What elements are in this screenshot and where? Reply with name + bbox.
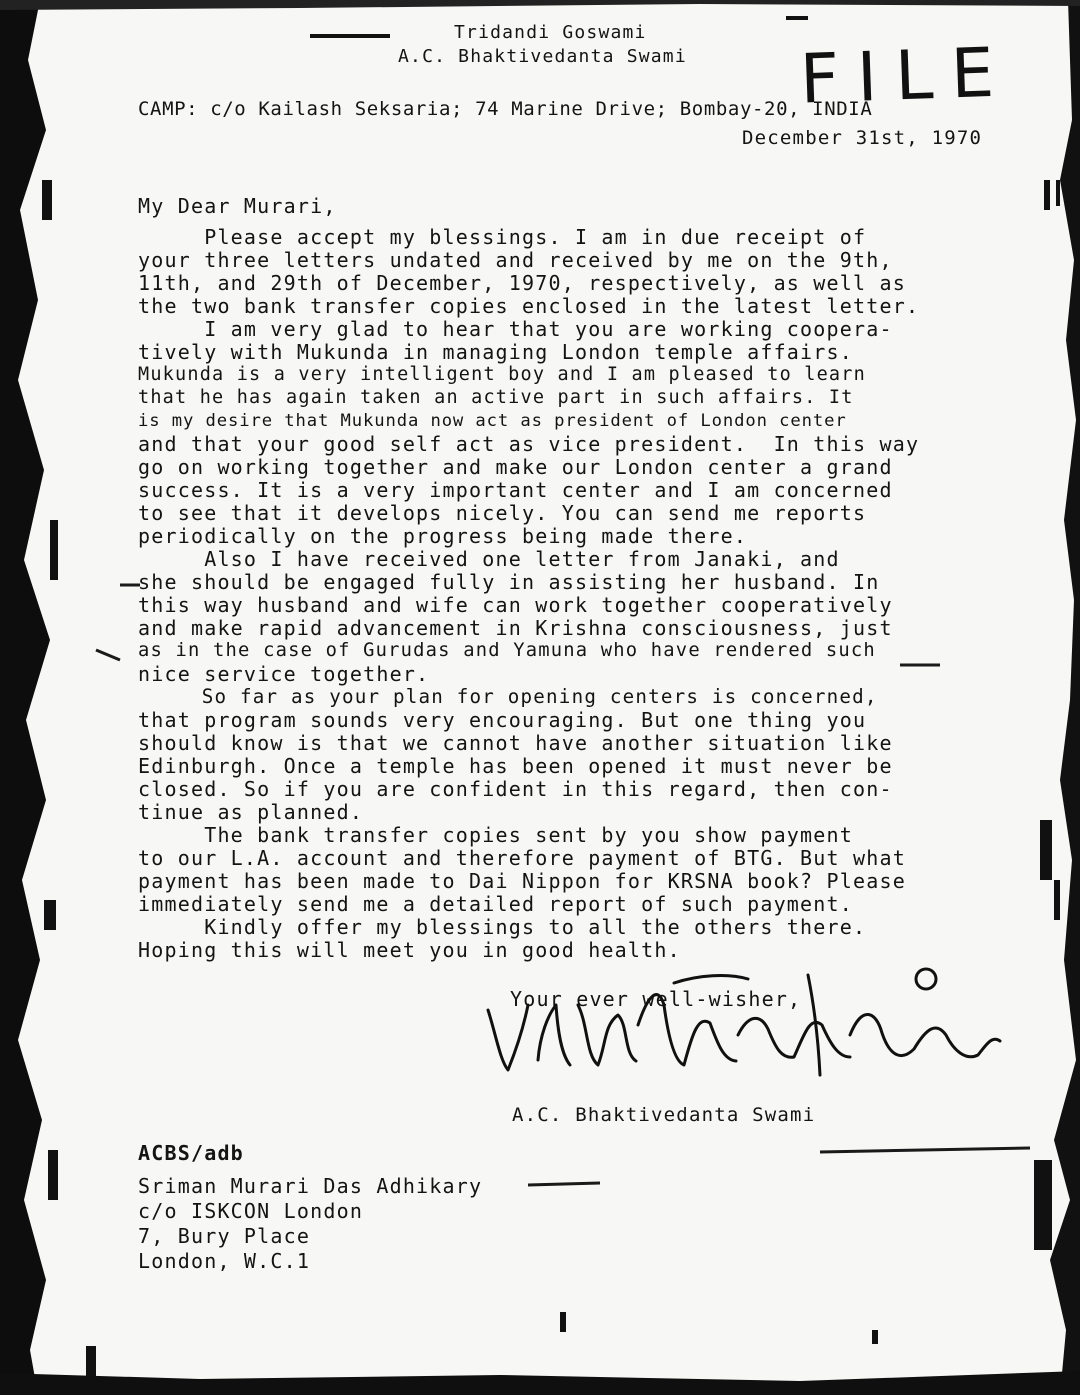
body-line: should know is that we cannot have another situation like (138, 731, 893, 755)
camp-address: CAMP: c/o Kailash Seksaria; 74 Marine Drive; Bombay-20, INDIA (138, 98, 873, 120)
body-line: is my desire that Mukunda now act as president of London center (138, 411, 847, 431)
body-line: Edinburgh. Once a temple has been opened it must never be (138, 754, 893, 778)
header-name: A.C. Bhaktivedanta Swami (398, 46, 687, 67)
body-line: and make rapid advancement in Krishna consciousness, just (138, 616, 893, 640)
body-line: closed. So if you are confident in this regard, then con- (138, 777, 893, 801)
signature-name: A.C. Bhaktivedanta Swami (512, 1104, 816, 1126)
scan-edge-bottom (0, 1355, 1080, 1395)
body-line: go on working together and make our London center a grand (138, 455, 893, 479)
body-line: she should be engaged fully in assisting her husband. In (138, 570, 880, 594)
address-line: c/o ISKCON London (138, 1199, 364, 1223)
letter-date: December 31st, 1970 (742, 127, 983, 149)
body-line: to see that it develops nicely. You can send me reports (138, 501, 867, 525)
body-line: Hoping this will meet you in good health. (138, 938, 681, 962)
body-line: payment has been made to Dai Nippon for KRSNA book? Please (138, 869, 906, 893)
body-line: immediately send me a detailed report of such payment. (138, 892, 854, 916)
body-line: Please accept my blessings. I am in due receipt of (138, 225, 867, 249)
address-line: London, W.C.1 (138, 1249, 311, 1273)
body-line: the two bank transfer copies enclosed in the latest letter. (138, 294, 920, 318)
body-line: that program sounds very encouraging. But one thing you (138, 708, 867, 732)
body-line: I am very glad to hear that you are working coopera- (138, 317, 893, 341)
body-line: nice service together. (138, 662, 430, 686)
closing: Your ever well-wisher, (510, 987, 802, 1011)
salutation: My Dear Murari, (138, 194, 337, 218)
file-stamp: FILE (798, 33, 1014, 120)
body-line: this way husband and wife can work together cooperatively (138, 593, 893, 617)
body-line: periodically on the progress being made there. (138, 524, 748, 548)
address-line: Sriman Murari Das Adhikary (138, 1174, 483, 1198)
body-line: tinue as planned. (138, 800, 364, 824)
reference-code: ACBS/adb (138, 1141, 244, 1165)
body-line: Mukunda is a very intelligent boy and I am pleased to learn (138, 364, 866, 385)
address-line: 7, Bury Place (138, 1224, 311, 1248)
scan-edge-right (1020, 0, 1080, 1395)
body-line: that he has again taken an active part in such affairs. It (138, 387, 854, 408)
header-title: Tridandi Goswami (454, 22, 647, 43)
body-line: Kindly offer my blessings to all the others there. (138, 915, 867, 939)
body-line: as in the case of Gurudas and Yamuna who have rendered such (138, 640, 876, 661)
body-line: success. It is a very important center and I am concerned (138, 478, 893, 502)
body-line: tively with Mukunda in managing London temple affairs. (138, 340, 854, 364)
body-line: 11th, and 29th of December, 1970, respectively, as well as (138, 271, 906, 295)
body-line: and that your good self act as vice president. In this way (138, 432, 920, 456)
handwritten-signature (478, 965, 1008, 1095)
body-line: your three letters undated and received by me on the 9th, (138, 248, 893, 272)
body-line: to our L.A. account and therefore payment of BTG. But what (138, 846, 906, 870)
body-line: The bank transfer copies sent by you show payment (138, 823, 854, 847)
scan-edge-left (0, 0, 70, 1395)
body-line: So far as your plan for opening centers is concerned, (138, 685, 878, 708)
body-line: Also I have received one letter from Janaki, and (138, 547, 840, 571)
